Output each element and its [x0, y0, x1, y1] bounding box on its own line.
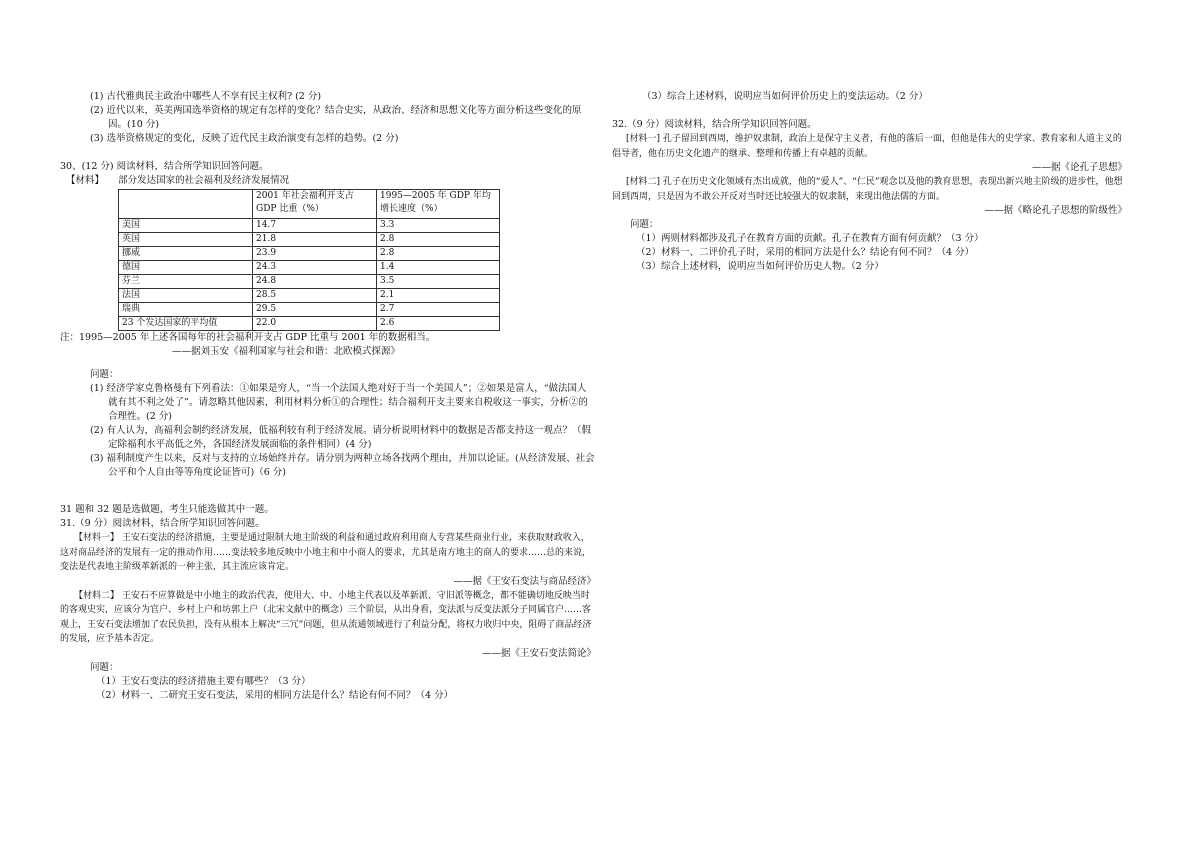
table-cell-welfare: 23.9: [253, 247, 377, 261]
q31-question-2: （2）材料一、二研究王安石变法，采用的相同方法是什么？结论有何不同？（4 分）: [96, 689, 454, 701]
table-cell-welfare: 24.3: [253, 261, 377, 275]
q30-questions-label: 问题：: [90, 369, 119, 380]
table-row: [119, 261, 500, 275]
q29-questions: [90, 90, 596, 146]
q32-material-1: [612, 132, 1127, 161]
table-cell-country: 法国: [119, 289, 253, 303]
table-cell-welfare: 28.5: [253, 289, 377, 303]
q31-material-2: [60, 589, 596, 647]
q32-title: 32.（9 分）阅读材料，结合所学知识回答问题。: [612, 119, 817, 130]
q31-question-1: （1）王安石变法的经济措施主要有哪些？（3 分）: [96, 675, 311, 687]
table-cell-growth: 2.1: [377, 289, 500, 303]
q30-section: [60, 160, 596, 359]
q31-material-1: [60, 531, 596, 575]
table-header-row: [119, 190, 500, 219]
left-column: [60, 90, 596, 703]
q29-question-3: (3) 选举资格规定的变化，反映了近代民主政治演变有怎样的趋势。(2 分): [90, 133, 399, 144]
q29-question-2: (2) 近代以来，英美两国选举资格的规定有怎样的变化？结合史实，从政治、经济和思想文化等方面分析这些变化的原因。(10 分): [90, 105, 582, 130]
q31-questions-label: 问题：: [90, 661, 119, 673]
q32-material-1-label: [材料一]: [626, 134, 661, 144]
table-cell-growth: 2.8: [377, 233, 500, 247]
table-header-country: [119, 190, 253, 219]
table-cell-growth: 2.8: [377, 247, 500, 261]
q32-material-2: [612, 175, 1127, 204]
table-cell-country: 英国: [119, 233, 253, 247]
q31-material-1-label: 【材料一】: [74, 533, 120, 543]
table-row: [119, 317, 500, 331]
table-row: [119, 275, 500, 289]
q31-material-2-label: 【材料二】: [74, 590, 120, 601]
q32-question-3: （3）综合上述材料，说明应当如何评价历史人物。（2 分）: [636, 261, 884, 272]
q30-material-title: 部分发达国家的社会福利及经济发展情况: [118, 175, 290, 186]
q31-source-1: ——据《王安石变法与商品经济》: [453, 575, 596, 587]
q30-question-1: (1) 经济学家克鲁格曼有下列看法：①如果是穷人，“当一个法国人绝对好于当一个美国人”；②如果是富人，“做法国人就有其不利之处了”。请忽略其他因素，利用材料分析①的合理性；结合福利开支主要来自税收这一事实，分析②的合理性。(2 分): [90, 383, 588, 422]
table-cell-country: 23 个发达国家的平均值: [119, 317, 253, 331]
table-row: [119, 303, 500, 317]
table-cell-country: 美国: [119, 219, 253, 233]
table-cell-growth: 1.4: [377, 261, 500, 275]
table-row: [119, 233, 500, 247]
q29-question-1: (1) 古代雅典民主政治中哪些人不享有民主权利? (2 分): [90, 91, 322, 102]
table-row: [119, 219, 500, 233]
table-cell-growth: 3.5: [377, 275, 500, 289]
q32-material-2-text: 孔子在历史文化领域有杰出成就，他的“爱人”、“仁民”观念以及他的教育思想，表现出新兴地主阶级的进步性，他想回到西周，只是因为不敢公开反对当时还比较强大的奴隶制，来现出他法儒的方面。: [612, 177, 1123, 202]
table-cell-welfare: 22.0: [253, 317, 377, 331]
table-cell-country: 瑞典: [119, 303, 253, 317]
table-cell-welfare: 21.8: [253, 233, 377, 247]
q30-question-3: (3) 福利制度产生以来，反对与支持的立场始终并存。请分别为两种立场各找两个理由，并加以论证。(从经济发展、社会公平和个人自由等等角度论证皆可)（6 分): [90, 453, 595, 478]
table-cell-country: 德国: [119, 261, 253, 275]
q31-title: 31.（9 分）阅读材料，结合所学知识回答问题。: [60, 518, 265, 529]
q32-questions-label: 问题：: [630, 219, 659, 230]
q30-source: ——据刘玉安《福利国家与社会和谐：北欧模式探源》: [172, 346, 401, 357]
q32-question-1: （1）两则材料都涉及孔子在教育方面的贡献。孔子在教育方面有何贡献？（3 分）: [636, 233, 984, 244]
q31-section: [60, 503, 596, 703]
table-cell-welfare: 24.8: [253, 275, 377, 289]
table-cell-welfare: 14.7: [253, 219, 377, 233]
q30-title: 30、(12 分) 阅读材料，结合所学知识回答问题。: [60, 161, 269, 172]
q32-section: [612, 118, 1127, 274]
table-cell-welfare: 29.5: [253, 303, 377, 317]
q31-material-1-text: 王安石变法的经济措施，主要是通过限制大地主阶级的利益和通过政府利用商人专营某些商业行业，来获取财政收入，这对商品经济的发展有一定的推动作用……变法较多地反映中小地主和中小商人的要求，尤其是南方地主的商人的要求……总的来说，变法是代表地主阶级革新派的一种主张，其主流应该肯定。: [60, 533, 592, 572]
welfare-table: [118, 189, 500, 331]
q31-material-2-text: 王安石不应算做是中小地主的政治代表，使用大、中、小地主代表以及革新派、守旧派等概念，都不能确切地反映当时的客观史实，应该分为官户、乡村上户和坊郭上户（北宋文献中的概念）三个阶层，从出身看，变法派与反变法派分子同属官户……客观上，王安石变法增加了农民负担，没有从根本上解决“三冗”问题，但从流通领域进行了利益分配，将权力收归中央，阻碍了商品经济的发展，应予基本否定。: [60, 590, 592, 644]
q30-question-2: (2) 有人认为，高福利会制约经济发展，低福利较有利于经济发展。请分析说明材料中的数据是否都支持这一观点？（假定除福利水平高低之外，各国经济发展面临的条件相同）(4 分): [90, 425, 591, 450]
q32-material-2-label: [材料二]: [626, 177, 661, 187]
q30-material-heading: [60, 174, 596, 188]
q31-source-2: ——据《王安石变法简论》: [481, 647, 596, 659]
table-row: [119, 289, 500, 303]
elective-note: 31 题和 32 题是选做题，考生只能选做其中一题。: [60, 504, 274, 515]
table-cell-growth: 2.7: [377, 303, 500, 317]
table-cell-country: 芬兰: [119, 275, 253, 289]
table-header-growth: 1995—2005 年 GDP 年均增长速度（%）: [377, 190, 500, 219]
q32-material-1-text: 孔子留回到西周，维护奴隶制，政治上是保守主义者，有他的落后一面，但他是伟大的史学家、教育家和人道主义的倡导者，他在历史文化遗产的继承、整理和传播上有卓越的贡献。: [612, 134, 1122, 159]
right-column: [612, 90, 1127, 274]
table-cell-growth: 2.6: [377, 317, 500, 331]
table-row: [119, 247, 500, 261]
q32-source-2: ——据《略论孔子思想的阶级性》: [984, 205, 1127, 216]
q30-note: 注：1995—2005 年上述各国每年的社会福利开支占 GDP 比重与 2001 年的数据相当。: [60, 332, 436, 343]
q30-material-label: 【材料】: [66, 175, 105, 186]
table-cell-country: 挪威: [119, 247, 253, 261]
q32-source-1: ——据《论孔子思想》: [1031, 162, 1127, 173]
q31-question-3: （3）综合上述材料，说明应当如何评价历史上的变法运动。（2 分）: [642, 91, 928, 102]
table-header-welfare: 2001 年社会福利开支占GDP 比重（%）: [253, 190, 377, 219]
table-cell-growth: 3.3: [377, 219, 500, 233]
q32-question-2: （2）材料一、二评价孔子时，采用的相同方法是什么？结论有何不同？（4 分）: [636, 247, 975, 258]
